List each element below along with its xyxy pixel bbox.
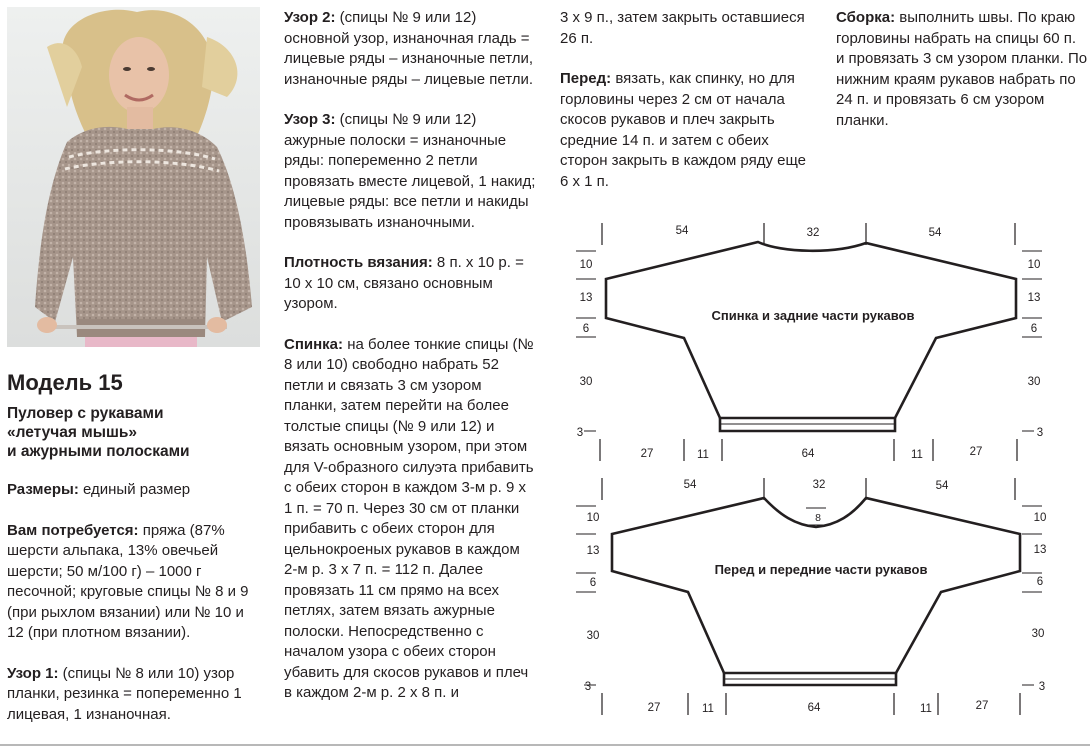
front-left-dim: 6 bbox=[589, 577, 597, 589]
front-label: Перед: bbox=[560, 70, 612, 87]
back-bottom-dim: 27 bbox=[640, 448, 654, 460]
density-label: Плотность вязания: bbox=[284, 254, 433, 271]
back-left-dim: 13 bbox=[579, 292, 593, 304]
subtitle-line: и ажурными полосками bbox=[7, 443, 190, 460]
front-top-dim: 32 bbox=[812, 479, 826, 491]
back-bottom-dim: 11 bbox=[911, 449, 923, 461]
pattern-1-label: Узор 1: bbox=[7, 664, 59, 682]
front-top-dim: 54 bbox=[935, 480, 949, 492]
front-bottom-dim: 11 bbox=[920, 703, 932, 715]
back-label: Спинка: bbox=[284, 335, 344, 353]
assembly-paragraph bbox=[836, 8, 1088, 131]
pattern-1-text: (спицы № 8 или 10) узор планки, резинка = попеременно 1 лицевая, 1 изнаночная. bbox=[7, 664, 242, 723]
model-title: Модель 15 bbox=[7, 370, 123, 395]
front-bottom-dim: 64 bbox=[807, 702, 821, 714]
front-left-dim: 10 bbox=[586, 512, 600, 524]
back-top-dim: 32 bbox=[806, 227, 820, 239]
page-bottom-rule bbox=[0, 744, 1090, 746]
pattern-3-paragraph bbox=[284, 110, 537, 233]
back-left-dim: 10 bbox=[579, 259, 593, 271]
column-1 bbox=[7, 480, 260, 745]
pattern-3-text: (спицы № 9 или 12) ажурные полоски = изнаночные ряды: попеременно 2 петли провязать вместе лицевой, 1 накид; лицевые ряды: все петли и накиды провязывать изнаночными. bbox=[284, 111, 536, 231]
front-bottom-dim: 27 bbox=[975, 700, 989, 712]
back-paragraph bbox=[284, 335, 537, 704]
subtitle-line: «летучая мышь» bbox=[7, 424, 138, 441]
front-paragraph bbox=[560, 69, 818, 192]
subtitle-line: Пуловер с рукавами bbox=[7, 405, 164, 422]
sizes-paragraph bbox=[7, 480, 260, 501]
back-left-dim: 30 bbox=[579, 376, 593, 388]
back-right-dim: 13 bbox=[1027, 292, 1041, 304]
front-right-dim: 10 bbox=[1033, 512, 1047, 524]
materials-text: пряжа (87% шерсти альпака, 13% овечьей шерсти; 50 м/100 г) – 1000 г песочной; круговые спицы № 8 и 9 (при рыхлом вязании) или № 10 и 12 (при плотном вязании). bbox=[7, 521, 249, 641]
pattern-2-paragraph bbox=[284, 8, 537, 90]
back-right-dim: 30 bbox=[1027, 376, 1041, 388]
back-left-dim: 6 bbox=[582, 323, 590, 335]
front-bottom-dim: 11 bbox=[702, 703, 714, 715]
front-text: вязать, как спинку, но для горловины через 2 см от начала скосов рукавов и плеч закрыть средние 14 п. и затем с обеих сторон закрыть в каждом ряду еще 6 х 1 п. bbox=[560, 70, 806, 190]
assembly-label: Сборка: bbox=[836, 9, 896, 26]
front-right-dim: 13 bbox=[1033, 544, 1047, 556]
pattern-3-label: Узор 3: bbox=[284, 111, 336, 128]
front-piece-label: Перед и передние части рукавов bbox=[714, 562, 928, 577]
model-photo bbox=[7, 7, 260, 347]
back-text: на более тонкие спицы (№ 8 или 10) свободно набрать 52 петли и связать 3 см узором планки, затем перейти на более толстые спицы (№ 9 или 12) и вязать основным узором, при этом для V-образного силуэта прибавить с обеих сторон в каждом 3-м р. 9 х 1 п. = 70 п. Через 30 см от планки прибавить с обеих сторон для цельнокроеных рукавов в каждом 2-м р. 3 х 7 п. = 112 п. Далее провязать 11 см прямо на всех петлях, затем вязать ажурные полоски. Непосредственно с началом узора с обеих сторон убавить для скосов рукавов и плеч в каждом 2-м р. 2 х 8 п. и bbox=[284, 335, 534, 701]
pattern-2-text: (спицы № 9 или 12) основной узор, изнаночная гладь = лицевые ряды – изнаночные петли, изнаночные ряды – лицевые петли. bbox=[284, 9, 534, 88]
front-left-dim: 30 bbox=[586, 630, 600, 642]
sizes-text: единый размер bbox=[78, 481, 191, 498]
front-bottom-dim: 27 bbox=[647, 702, 661, 714]
pattern-1-paragraph bbox=[7, 664, 260, 726]
column-4 bbox=[836, 8, 1088, 151]
back-bottom-dim: 64 bbox=[801, 448, 815, 460]
back-left-dim: 3 bbox=[576, 427, 584, 439]
schematic-diagrams bbox=[560, 215, 1090, 745]
materials-label: Вам потребуется: bbox=[7, 521, 139, 539]
back-top-dim: 54 bbox=[675, 225, 689, 237]
front-right-dim: 3 bbox=[1038, 681, 1046, 693]
front-neck-dim: 8 bbox=[815, 512, 821, 524]
pattern-2-label: Узор 2: bbox=[284, 9, 336, 26]
density-paragraph bbox=[284, 253, 537, 315]
column-3 bbox=[560, 8, 818, 212]
back-continuation: 3 х 9 п., затем закрыть оставшиеся 26 п. bbox=[560, 9, 805, 47]
back-piece-label: Спинка и задние части рукавов bbox=[711, 308, 915, 323]
back-right-dim: 6 bbox=[1030, 323, 1038, 335]
back-bottom-dim: 27 bbox=[969, 446, 983, 458]
density-text: 8 п. х 10 р. = 10 х 10 см, связано основным узором. bbox=[284, 254, 524, 312]
front-right-dim: 30 bbox=[1031, 628, 1045, 640]
back-bottom-dim: 11 bbox=[697, 449, 709, 461]
sizes-label: Размеры: bbox=[7, 481, 79, 498]
back-right-dim: 10 bbox=[1027, 259, 1041, 271]
assembly-text: выполнить швы. По краю горловины набрать на спицы 60 п. и провязать 3 см узором планки. По нижним краям рукавов набрать по 24 п. и провязать 6 см узором планки. bbox=[836, 9, 1088, 129]
column-2 bbox=[284, 8, 537, 724]
back-right-dim: 3 bbox=[1036, 427, 1044, 439]
front-left-dim: 13 bbox=[586, 545, 600, 557]
front-right-dim: 6 bbox=[1036, 576, 1044, 588]
materials-paragraph bbox=[7, 521, 260, 644]
front-top-dim: 54 bbox=[683, 479, 697, 491]
front-left-dim: 3 bbox=[584, 681, 592, 693]
back-top-dim: 54 bbox=[928, 227, 942, 239]
model-subtitle bbox=[7, 404, 257, 461]
